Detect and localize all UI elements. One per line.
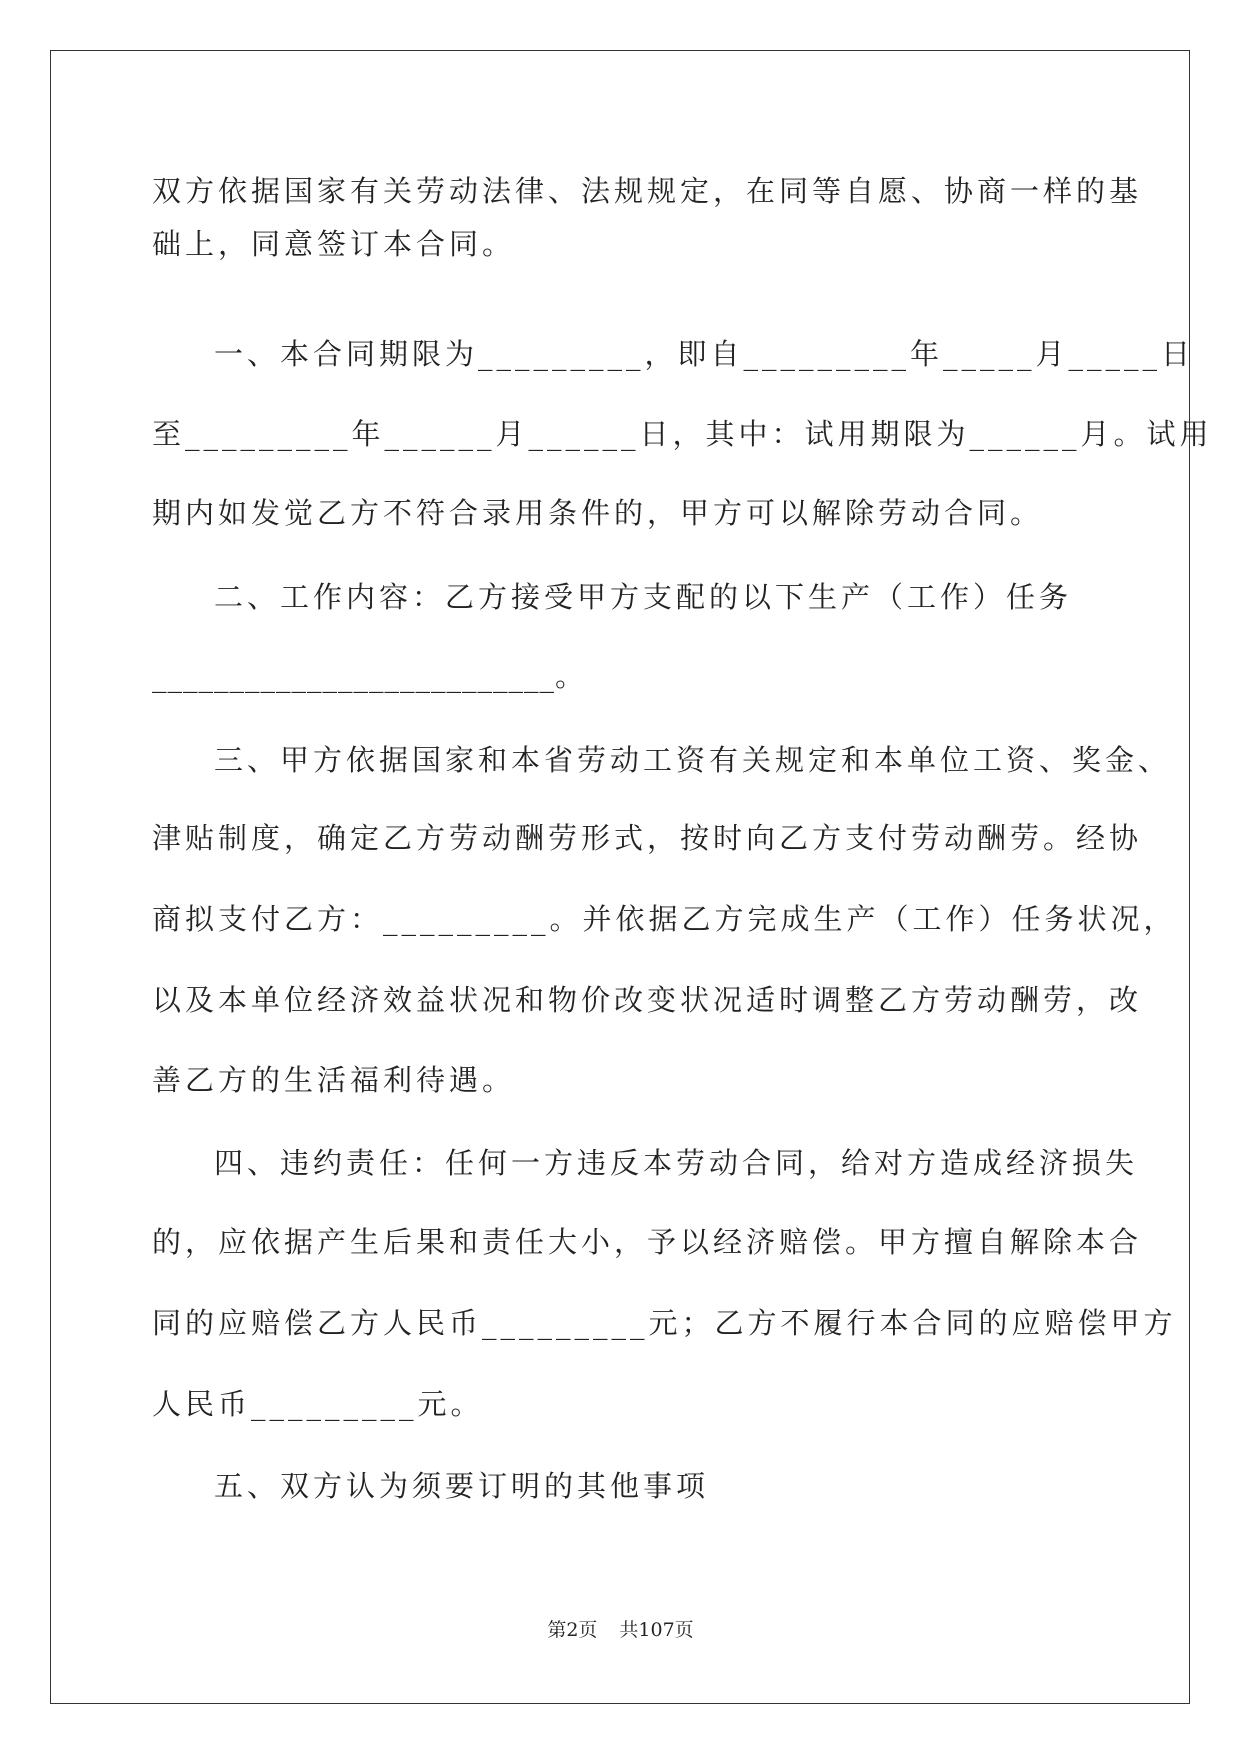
clause-4-line: 的，应依据产生后果和责任大小，予以经济赔偿。甲方擅自解除本合 bbox=[152, 1225, 1143, 1259]
clause-2-line: __________________________。 bbox=[152, 659, 586, 693]
clause-3-line: 善乙方的生活福利待遇。 bbox=[152, 1063, 516, 1097]
clause-3-line: 津贴制度，确定乙方劳动酬劳形式，按时向乙方支付劳动酬劳。经协 bbox=[152, 821, 1143, 855]
page-footer bbox=[0, 1618, 1241, 1642]
clause-2-line: 二、工作内容：乙方接受甲方支配的以下生产（工作）任务 bbox=[214, 580, 1073, 614]
clause-1-line: 期内如发觉乙方不符合录用条件的，甲方可以解除劳动合同。 bbox=[152, 496, 1044, 530]
clause-4-line: 四、违约责任：任何一方违反本劳动合同，给对方造成经济损失 bbox=[214, 1146, 1139, 1180]
clause-3-line: 三、甲方依据国家和本省劳动工资有关规定和本单位工资、奖金、 bbox=[214, 743, 1172, 777]
paragraph-line: 础上，同意签订本合同。 bbox=[152, 227, 516, 261]
clause-1-line: 至_________年______月______日，其中：试用期限为______月。试用 bbox=[152, 417, 1213, 451]
clause-5-line: 五、双方认为须要订明的其他事项 bbox=[214, 1469, 710, 1503]
clause-3-line: 以及本单位经济效益状况和物价改变状况适时调整乙方劳动酬劳，改 bbox=[152, 983, 1143, 1017]
clause-4-line: 同的应赔偿乙方人民币_________元；乙方不履行本合同的应赔偿甲方 bbox=[152, 1306, 1177, 1340]
page-border bbox=[50, 50, 1190, 1704]
total-pages: 共107页 bbox=[619, 1619, 694, 1641]
paragraph-line: 双方依据国家有关劳动法律、法规规定，在同等自愿、协商一样的基 bbox=[152, 174, 1143, 208]
clause-1-line: 一、本合同期限为_________，即自_________年_____月_____日 bbox=[214, 337, 1195, 371]
clause-4-line: 人民币_________元。 bbox=[152, 1387, 484, 1421]
clause-3-line: 商拟支付乙方：_________。并依据乙方完成生产（工作）任务状况， bbox=[152, 902, 1177, 936]
current-page-number: 第2页 bbox=[547, 1619, 598, 1641]
